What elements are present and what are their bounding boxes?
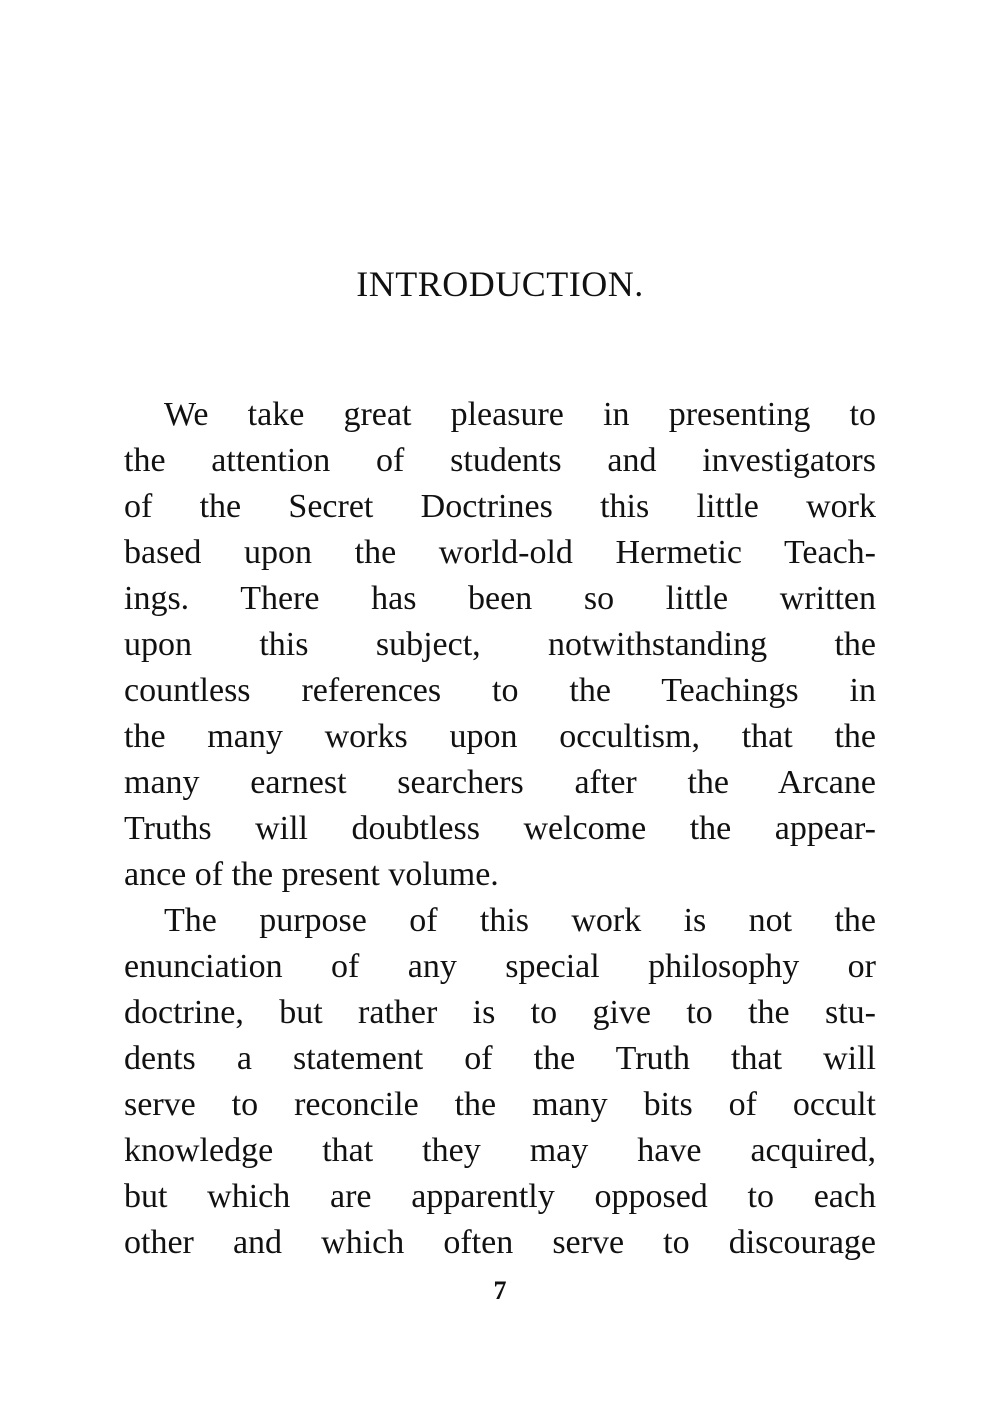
text-line: upon this subject, notwithstanding the bbox=[124, 626, 876, 663]
text-line: the many works upon occultism, that the bbox=[124, 718, 876, 755]
text-line: enunciation of any special philosophy or bbox=[124, 948, 876, 985]
text-line: The purpose of this work is not the bbox=[164, 902, 876, 939]
text-line: Truths will doubtless welcome the appear- bbox=[124, 810, 876, 847]
text-line: We take great pleasure in presenting to bbox=[164, 396, 876, 433]
text-line: but which are apparently opposed to each bbox=[124, 1178, 876, 1215]
text-line: of the Secret Doctrines this little work bbox=[124, 488, 876, 525]
text-line: knowledge that they may have acquired, bbox=[124, 1132, 876, 1169]
text-line: the attention of students and investigators bbox=[124, 442, 876, 479]
introduction-text bbox=[124, 392, 876, 1266]
text-line: countless references to the Teachings in bbox=[124, 672, 876, 709]
page-number: 7 bbox=[493, 1276, 507, 1305]
text-line: ings. There has been so little written bbox=[124, 580, 876, 617]
text-line: dents a statement of the Truth that will bbox=[124, 1040, 876, 1077]
text-line: doctrine, but rather is to give to the stu- bbox=[124, 994, 876, 1031]
text-line: other and which often serve to discourage bbox=[124, 1224, 876, 1261]
text-line: many earnest searchers after the Arcane bbox=[124, 764, 876, 801]
text-line: ance of the present volume. bbox=[124, 856, 499, 893]
text-line: based upon the world-old Hermetic Teach- bbox=[124, 534, 876, 571]
chapter-heading: INTRODUCTION. bbox=[356, 264, 644, 304]
text-line: serve to reconcile the many bits of occult bbox=[124, 1086, 876, 1123]
